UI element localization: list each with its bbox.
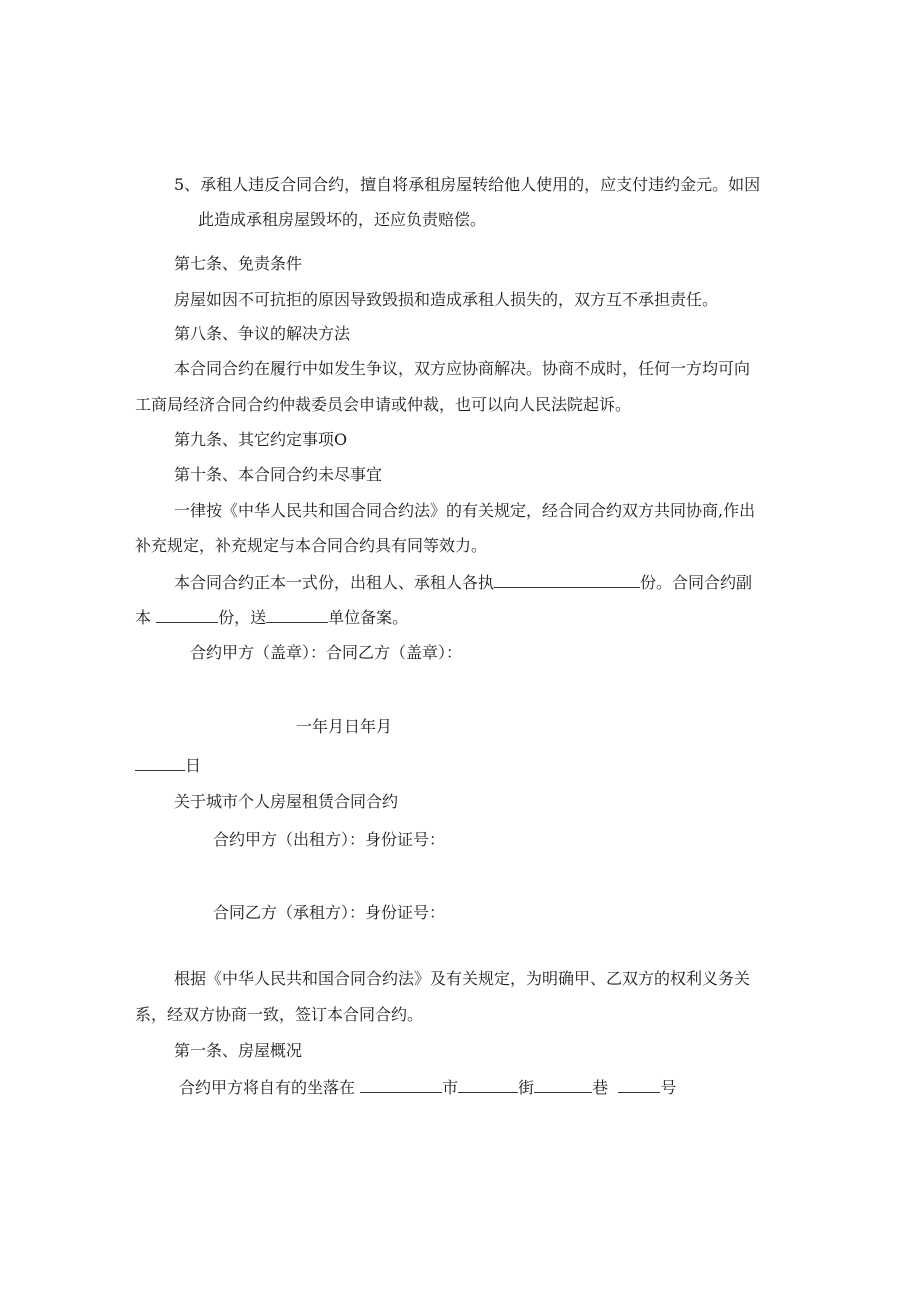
party-b-line: 合同乙方（承租方）：身份证号： bbox=[213, 903, 446, 922]
duplicate-count-blank[interactable] bbox=[156, 607, 218, 623]
copies-line-2-text-a: 本 bbox=[135, 608, 152, 627]
copies-line-2 bbox=[135, 607, 408, 628]
day-line bbox=[135, 755, 201, 776]
article-10-title: 第十条、本合同合约未尽事宜 bbox=[174, 465, 383, 484]
preamble-line-2: 系，经双方协商一致，签订本合同合约。 bbox=[135, 1005, 424, 1024]
contract-title: 关于城市个人房屋租赁合同合约 bbox=[174, 792, 399, 811]
house-number-label: 号 bbox=[660, 1078, 677, 1097]
copies-line-1-text-b: 份。合同合约副 bbox=[640, 573, 753, 592]
clause-5-line-2: 此造成承租房屋毁坏的，还应负责赔偿。 bbox=[198, 210, 487, 229]
party-a-line: 合约甲方（出租方）：身份证号： bbox=[213, 830, 446, 849]
copies-line-2-text-b: 份，送 bbox=[218, 608, 267, 627]
copies-count-blank[interactable] bbox=[494, 572, 640, 588]
clause-5-line-1: 5、承租人违反合同合约，擅自将承租房屋转给他人使用的，应支付违约金元。如因 bbox=[174, 175, 761, 194]
city-label: 市 bbox=[442, 1078, 459, 1097]
street-blank[interactable] bbox=[458, 1077, 518, 1093]
copies-line-2-text-c: 单位备案。 bbox=[328, 608, 409, 627]
day-blank[interactable] bbox=[135, 755, 185, 771]
article-9-title: 第九条、其它约定事项O bbox=[174, 430, 348, 449]
lane-label: 巷 bbox=[592, 1078, 609, 1097]
date-line: 一年月日年月 bbox=[296, 717, 393, 736]
article-8-body-line-1: 本合同合约在履行中如发生争议，双方应协商解决。协商不成时，任何一方均可向 bbox=[174, 359, 751, 378]
article-1-text: 合约甲方将自有的坐落在 bbox=[179, 1078, 356, 1097]
filing-unit-blank[interactable] bbox=[266, 607, 328, 623]
street-label: 街 bbox=[518, 1078, 535, 1097]
article-7-body: 房屋如因不可抗拒的原因导致毁损和造成承租人损失的，双方互不承担责任。 bbox=[174, 290, 719, 309]
article-8-body-line-2: 工商局经济合同合约仲裁委员会申请或仲裁，也可以向人民法院起诉。 bbox=[135, 395, 632, 414]
house-number-blank[interactable] bbox=[618, 1077, 660, 1093]
article-10-body-line-1: 一律按《中华人民共和国合同合约法》的有关规定，经合同合约双方共同协商,作出 bbox=[174, 501, 756, 520]
day-label: 日 bbox=[185, 756, 202, 775]
article-10-body-line-2: 补充规定，补充规定与本合同合约具有同等效力。 bbox=[135, 536, 488, 555]
preamble-line-1: 根据《中华人民共和国合同合约法》及有关规定，为明确甲、乙双方的权利义务关 bbox=[174, 969, 751, 988]
lane-blank[interactable] bbox=[534, 1077, 592, 1093]
article-1-body bbox=[179, 1077, 676, 1098]
article-7-title: 第七条、免责条件 bbox=[174, 254, 303, 273]
signature-line: 合约甲方（盖章）：合同乙方（盖章）： bbox=[190, 643, 463, 662]
article-1-title: 第一条、房屋概况 bbox=[174, 1041, 303, 1060]
copies-line-1-text-a: 本合同合约正本一式份，出租人、承租人各执 bbox=[174, 573, 495, 592]
city-blank[interactable] bbox=[360, 1077, 442, 1093]
copies-line-1 bbox=[174, 572, 752, 593]
article-8-title: 第八条、争议的解决方法 bbox=[174, 324, 351, 343]
